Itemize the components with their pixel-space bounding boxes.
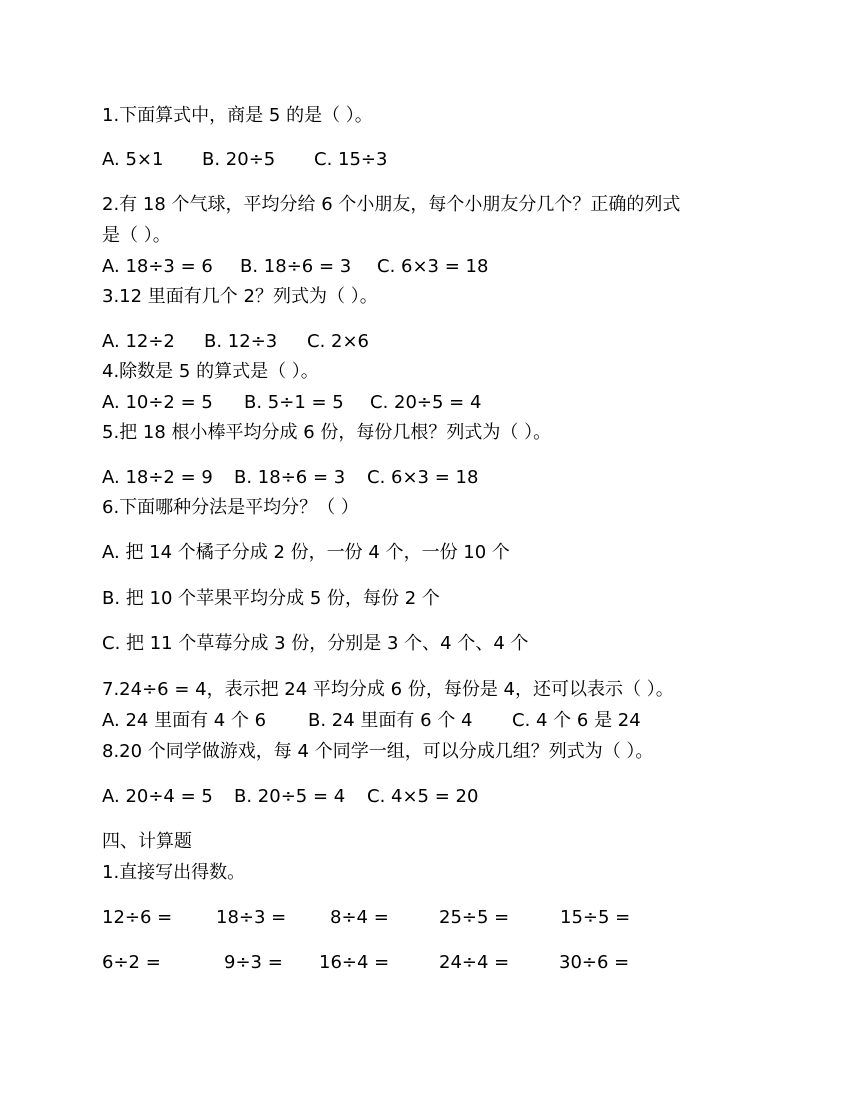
calc-item: 8÷4 =	[330, 907, 389, 928]
calc-item: 18÷3 =	[216, 907, 287, 928]
question-5-option-c: C. 6×3 = 18	[367, 467, 479, 488]
question-1-option-a: A. 5×1	[102, 149, 164, 170]
calc-item: 16÷4 =	[319, 952, 390, 973]
question-4-option-c: C. 20÷5 = 4	[370, 392, 482, 413]
question-8-stem: 8.20 个同学做游戏，每 4 个同学一组，可以分成几组？列式为（ ）。	[102, 741, 654, 762]
question-4-stem: 4.除数是 5 的算式是（ ）。	[102, 361, 319, 382]
question-6-option-c: C. 把 11 个草莓分成 3 份，分别是 3 个、4 个、4 个	[102, 633, 529, 654]
question-2-stem-line-2: 是（ ）。	[102, 225, 171, 246]
question-3-option-a: A. 12÷2	[102, 331, 175, 352]
calc-item: 15÷5 =	[560, 907, 631, 928]
question-7-option-a: A. 24 里面有 4 个 6	[102, 710, 267, 731]
question-3-option-c: C. 2×6	[307, 331, 369, 352]
question-3-option-b: B. 12÷3	[204, 331, 278, 352]
section-title: 四、计算题	[102, 831, 192, 852]
question-7-option-b: B. 24 里面有 6 个 4	[308, 710, 473, 731]
question-5-option-b: B. 18÷6 = 3	[234, 467, 346, 488]
question-4-option-a: A. 10÷2 = 5	[102, 392, 213, 413]
question-1-option-c: C. 15÷3	[314, 149, 388, 170]
question-1-option-b: B. 20÷5	[202, 149, 276, 170]
calc-item: 24÷4 =	[439, 952, 510, 973]
question-7-option-c: C. 4 个 6 是 24	[512, 710, 641, 731]
question-5-option-a: A. 18÷2 = 9	[102, 467, 213, 488]
calc-item: 6÷2 =	[102, 952, 161, 973]
question-8-option-b: B. 20÷5 = 4	[234, 786, 346, 807]
question-2-option-c: C. 6×3 = 18	[377, 256, 489, 277]
question-2-option-a: A. 18÷3 = 6	[102, 256, 213, 277]
calc-item: 12÷6 =	[102, 907, 173, 928]
question-5-stem: 5.把 18 根小棒平均分成 6 份，每份几根？列式为（ ）。	[102, 422, 552, 443]
question-8-option-a: A. 20÷4 = 5	[102, 786, 213, 807]
question-2-option-b: B. 18÷6 = 3	[240, 256, 352, 277]
question-1-stem: 1.下面算式中，商是 5 的是（ ）。	[102, 105, 373, 126]
question-8-option-c: C. 4×5 = 20	[367, 786, 479, 807]
question-6-stem: 6.下面哪种分法是平均分？（ ）	[102, 497, 359, 518]
question-3-stem: 3.12 里面有几个 2？列式为（ ）。	[102, 286, 378, 307]
calc-item: 30÷6 =	[559, 952, 630, 973]
question-2-stem-line-1: 2.有 18 个气球，平均分给 6 个小朋友，每个小朋友分几个？正确的列式	[102, 194, 681, 215]
calc-item: 25÷5 =	[439, 907, 510, 928]
question-4-option-b: B. 5÷1 = 5	[244, 392, 344, 413]
question-6-option-a: A. 把 14 个橘子分成 2 份，一份 4 个，一份 10 个	[102, 542, 510, 563]
question-6-option-b: B. 把 10 个苹果平均分成 5 份，每份 2 个	[102, 588, 440, 609]
section-subtitle: 1.直接写出得数。	[102, 862, 246, 883]
question-7-stem: 7.24÷6 = 4，表示把 24 平均分成 6 份，每份是 4，还可以表示（ ）。	[102, 679, 674, 700]
calc-item: 9÷3 =	[224, 952, 283, 973]
